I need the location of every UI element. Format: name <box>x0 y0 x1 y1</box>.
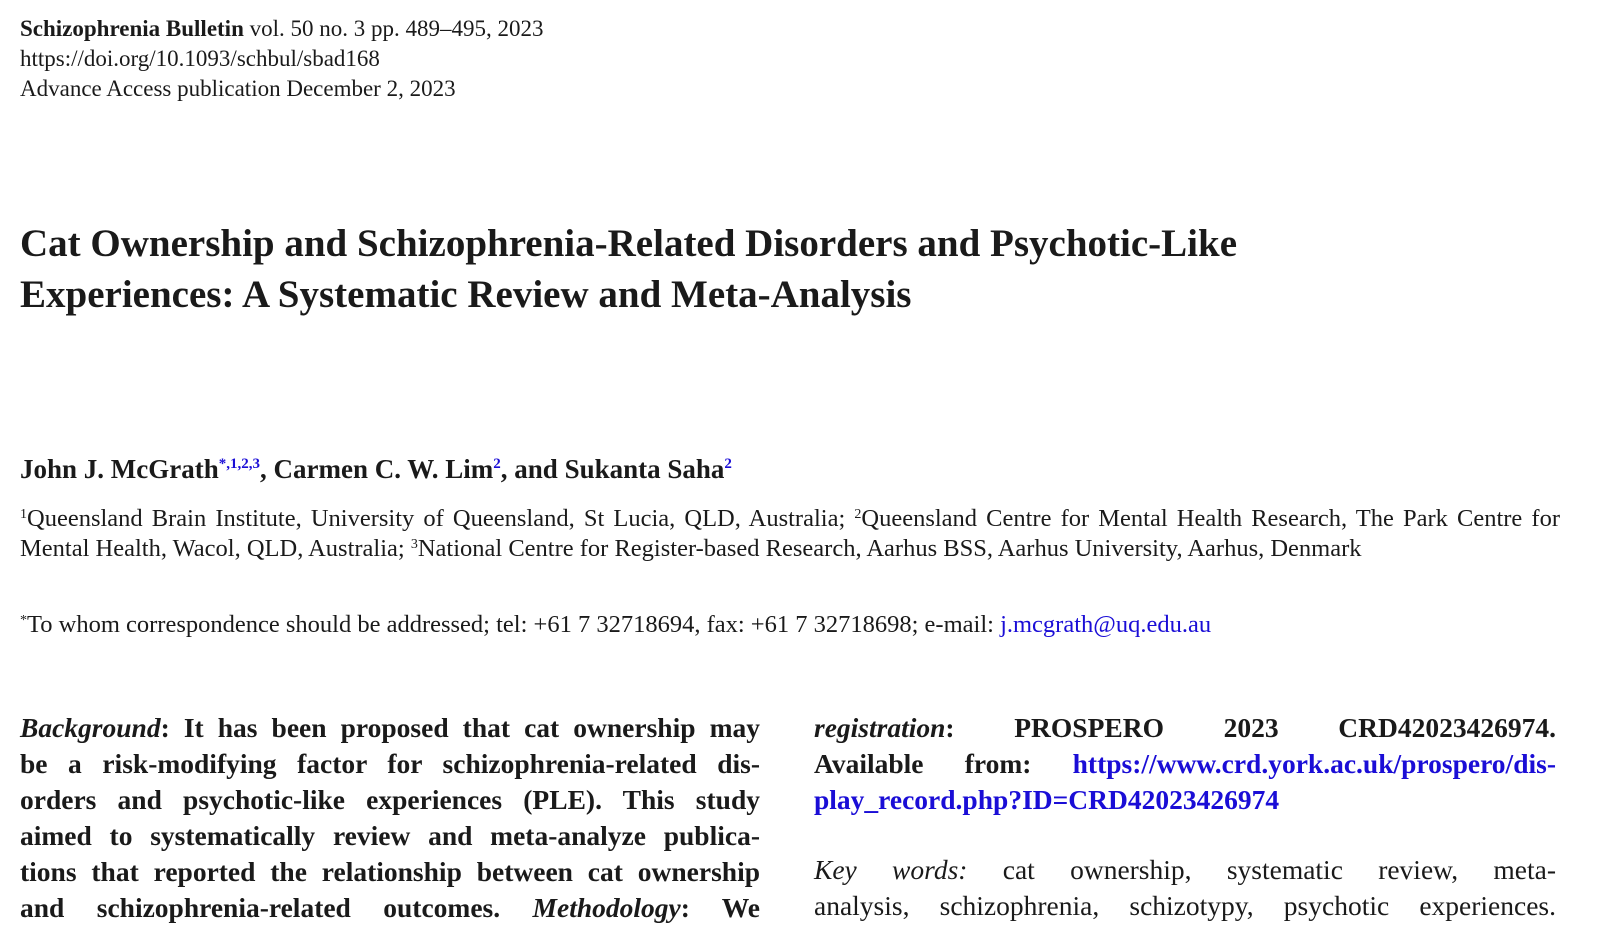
keywords-text: cat ownership, systematic review, meta- <box>967 854 1556 885</box>
author-affiliation-marks[interactable]: 2 <box>724 456 732 472</box>
section-label-methodology: Methodology <box>532 892 681 923</box>
title-line-1: Cat Ownership and Schizophrenia-Related Disorders and Psychotic-Like <box>20 222 1237 265</box>
keywords-line <box>814 852 1556 888</box>
abstract-line <box>20 890 760 926</box>
keywords-label: Key words: <box>814 854 968 885</box>
keywords-line: analysis, schizophrenia, schizotypy, psychotic experiences. <box>814 890 1556 921</box>
correspondence-text: To whom correspondence should be addressed; tel: +61 7 32718694, fax: +61 7 32718698; e-mail: <box>27 611 1001 638</box>
author-separator: , and <box>500 454 565 484</box>
journal-volume: vol. 50 no. 3 pp. 489–495, 2023 <box>243 16 544 41</box>
title-line-2: Experiences: A Systematic Review and Meta-Analysis <box>20 273 912 316</box>
email-link[interactable]: j.mcgrath@uq.edu.au <box>1000 611 1212 638</box>
affiliation-3: National Centre for Register-based Research, Aarhus BSS, Aarhus University, Aarhus, Denmark <box>417 535 1362 562</box>
prospero-link[interactable]: https://www.crd.york.ac.uk/prospero/dis- <box>1072 748 1556 779</box>
abstract-text: : PROSPERO 2023 CRD42023426974. <box>945 712 1556 743</box>
abstract-line: be a risk-modifying factor for schizophrenia-related dis- <box>20 748 760 779</box>
abstract-line <box>814 782 1556 818</box>
article-title <box>20 218 1560 320</box>
affiliations <box>20 504 1560 564</box>
journal-citation <box>20 14 544 44</box>
prospero-link-continued[interactable]: play_record.php?ID=CRD42023426974 <box>814 784 1280 815</box>
abstract-line: tions that reported the relationship between cat ownership <box>20 856 760 887</box>
abstract-line <box>20 710 760 746</box>
abstract-line: aimed to systematically review and meta-analyze publica- <box>20 820 760 851</box>
author-list <box>20 450 732 488</box>
author-name: Carmen C. W. Lim <box>273 454 494 484</box>
access-date: Advance Access publication December 2, 2023 <box>20 76 456 101</box>
journal-name: Schizophrenia Bulletin <box>20 16 244 41</box>
abstract-line: orders and psychotic-like experiences (PLE). This study <box>20 784 760 815</box>
abstract-text: : It has been proposed that cat ownership may <box>160 712 760 743</box>
correspondence-mark: * <box>20 613 27 628</box>
abstract-left-column <box>20 710 760 926</box>
affiliation-mark: 3 <box>410 537 418 552</box>
section-label-background: Background <box>20 712 161 743</box>
author-affiliation-marks[interactable]: 2 <box>493 456 501 472</box>
abstract-text: Available from: <box>814 748 1073 779</box>
affiliation-1: Queensland Brain Institute, University of Queensland, St Lucia, QLD, Australia; <box>27 505 855 532</box>
correspondence <box>20 610 1211 640</box>
affiliation-mark: 2 <box>854 507 862 522</box>
author-affiliation-marks[interactable]: *,1,2,3 <box>218 456 260 472</box>
author-name: John J. McGrath <box>20 454 219 484</box>
affiliation-mark: 1 <box>20 507 27 522</box>
abstract-line <box>814 710 1556 746</box>
abstract-line <box>814 746 1556 782</box>
abstract-text: and schizophrenia-related outcomes. <box>20 892 533 923</box>
section-label-registration: registration <box>814 712 946 743</box>
journal-header <box>20 14 544 104</box>
keywords <box>814 852 1556 924</box>
abstract-right-column <box>814 710 1556 818</box>
affiliation-2: Queensland Centre for Mental Health Research, The Park Centre for Mental Health, Wacol, QLD, Australia; <box>20 505 1560 562</box>
abstract-text: : We <box>680 892 760 923</box>
author-name: Sukanta Saha <box>564 454 725 484</box>
author-separator: , <box>260 454 274 484</box>
doi-link[interactable]: https://doi.org/10.1093/schbul/sbad168 <box>20 46 380 71</box>
